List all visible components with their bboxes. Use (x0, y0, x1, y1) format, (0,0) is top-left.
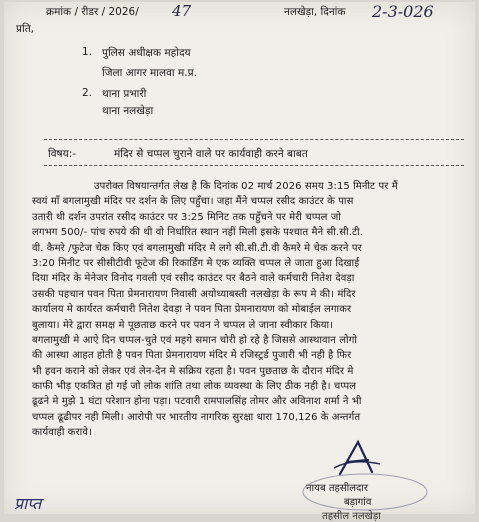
body-line: 3:20 मिनीट पर सीसीटीवी फूटेज की रिकार्डिंग मे एक व्यक्ति चप्पल ले जाता हुआ दिखाई (32, 257, 360, 269)
body-line: लगभग 500/- पांच रुपये की थी वो निर्धारित स्थान नहीं मिली इसके पश्चात मैने सी.सी.टी. (32, 227, 364, 239)
body-line: बगलामुखी मे आऐ दिन चप्पल-चुते एवं महगे समान चोरी हो रहे है जिससे आस्थावान लोगो (32, 334, 358, 346)
subject-top-rule (44, 139, 464, 140)
signatory-office: बड़ागांव (344, 497, 372, 508)
recipient-number: 1. (82, 46, 93, 58)
signatory-designation: नायब तहसीलदार (306, 483, 368, 494)
margin-note-handwritten: प्राप्त (14, 494, 42, 513)
recipient-line: थाना प्रभारी (102, 88, 147, 100)
body-line: कार्यवाही करावे। (32, 427, 92, 439)
recipient-line: थाना नलखेड़ा (102, 105, 154, 117)
body-line: वी. कैमरे /फुटेज चेक किए एवं बगलामुखी मंदिर मे लगे सी.सी.टी.वी कैमरे मे चेक करने पर (32, 242, 362, 254)
office-stamp (300, 472, 430, 512)
date-handwritten: 2-3-026 (372, 2, 434, 21)
reference-number-handwritten: 47 (172, 2, 192, 20)
body-line: भी हवन कराने को लेकर एवं लेन-देन मे सक्रिय रहता है। पवन पुछताछ के दौरान मंदिर मे (32, 365, 354, 377)
body-line: दिया मंदिर के मेनेजर विनोद गवली एवं रसीद काउंटर पर बैठने वाले कर्मचारी नितेश देवड़ा (32, 273, 355, 285)
letter-page (4, 2, 475, 522)
recipient-number: 2. (82, 87, 93, 99)
body-line: स्वयं माँ बगलामुखी मंदिर पर दर्शन के लिए पहुँचा। जहा मैंने चप्पल रसीद काउंटर के पास (32, 196, 354, 208)
place-date-label: नलखेड़ा, दिनांक (284, 6, 346, 18)
recipient-line: जिला आगर मालवा म.प्र. (102, 67, 197, 79)
body-line: कार्यालय मे कार्यरत कर्मचारी नितेश देवड़ा ने पवन पिता प्रेमनारायण को मोबाईल लगाकर (32, 304, 352, 316)
body-line: चप्पल ढूढीपर नही मिली। आरोपी पर भारतीय नागरिक सुरक्षा धारा 170,126 के अन्तर्गत (32, 411, 361, 423)
body-line: की आस्था आहत होती है पवन पिता प्रेमनारायण मंदिर मे रजिस्ट्रर्ड पुजारी भी नही है फिर (32, 350, 352, 362)
letter-body (32, 179, 462, 441)
body-line: बुलाया। मेरे द्वारा समक्ष मे पूछताछ करने पर पवन ने चप्पल ले जाना स्वीकार किया। (32, 319, 334, 331)
prati-label: प्रति, (16, 23, 35, 35)
body-line: उतारी थी दर्शन उपरांत रसीद काउंटर पर 3:25 मिनिट तक पहुँचने पर मेरी चप्पल जो (32, 211, 341, 223)
subject-label: विषय:- (48, 148, 77, 160)
recipient-line: पुलिस अधीक्षक महोदय (102, 47, 191, 59)
body-line: उपरोक्त विषयान्तर्गत लेख है कि दिनांक 02 मार्च 2026 समय 3:15 मिनीट पर मैं (94, 181, 398, 192)
subject-text: मंदिर से चप्पल चुराने वाले पर कार्यवाही करने बाबत (114, 148, 308, 160)
body-line: काफी भीड़ एकत्रित हो गई जो लोक शांति तथा लोक व्यवस्था के लिए ठीक नही है। चप्पल (32, 381, 357, 393)
reference-label: क्रमांक / रीडर / 2026/ (46, 6, 139, 18)
signatory-tehsil: तहसील नलखेड़ा (322, 511, 381, 522)
body-line: ढूढने मे मुझे 1 घंटा परेशान होना पड़ा। पटवारी रामपालसिंह तोमर और अविनाश शर्मा ने भी (32, 396, 362, 408)
subject-bottom-rule (44, 165, 464, 166)
body-line: उसकी पहचान पवन पिता प्रेमनारायण निवासी अयोध्याबस्ती नलखेड़ा के रूप मे की। मंदिर (32, 288, 356, 300)
